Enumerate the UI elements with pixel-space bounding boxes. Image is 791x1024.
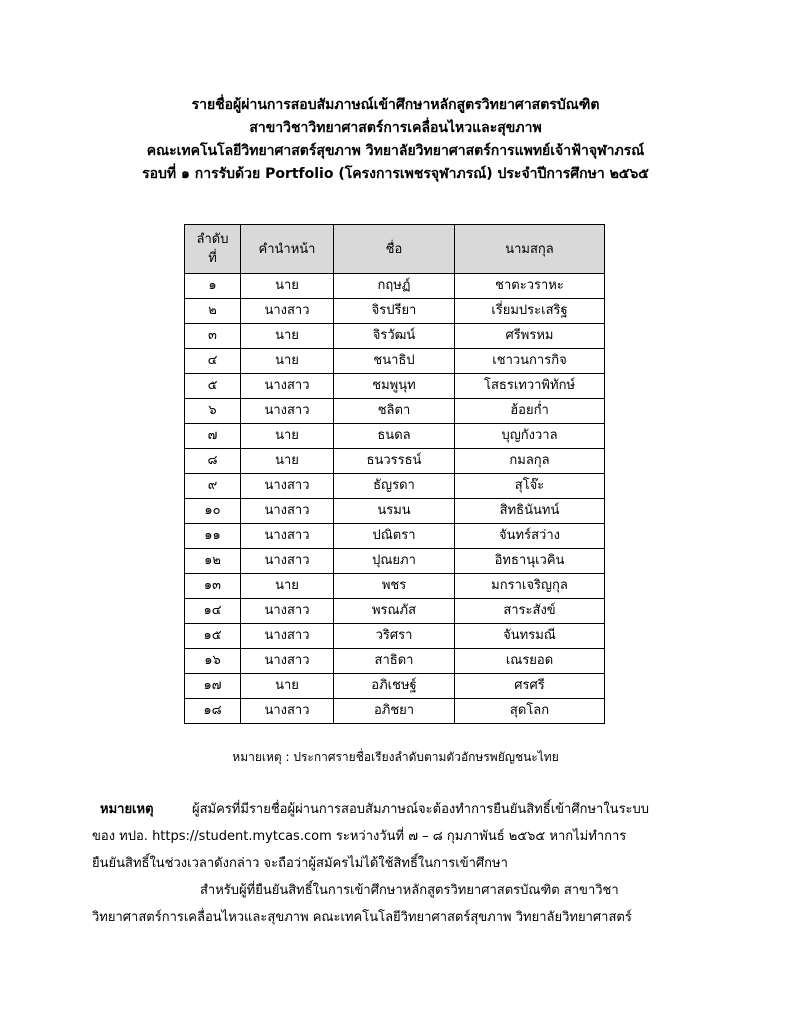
table-row [185, 624, 605, 649]
row-order: ๑๔ [185, 599, 241, 624]
row-firstname: ปุณยภา [334, 549, 455, 574]
header-program: สาขาวิชาวิทยาศาสตร์การเคลื่อนไหวและสุขภาพ [249, 120, 542, 136]
row-prefix: นางสาว [241, 649, 334, 674]
remark-line-4: สำหรับผู้ที่ยืนยันสิทธิ์ในการเข้าศึกษาหลักสูตรวิทยาศาสตรบัณฑิต สาขาวิชา [200, 883, 619, 898]
row-order: ๑๒ [185, 549, 241, 574]
row-prefix: นางสาว [241, 524, 334, 549]
row-firstname: ชนาธิป [334, 349, 455, 374]
row-lastname: อิทธานุเวคิน [455, 549, 605, 574]
row-firstname: ธนวรรธน์ [334, 449, 455, 474]
row-order: ๑ [185, 274, 241, 299]
remark-line-2: ของ ทปอ. https://student.mytcas.com ระหว่างวันที่ ๗ – ๘ กุมภาพันธ์ ๒๕๖๕ หากไม่ทำการ [92, 829, 627, 844]
row-lastname: กมลกุล [455, 449, 605, 474]
row-firstname: กฤษฏ์ [334, 274, 455, 299]
header-order [185, 225, 241, 274]
row-lastname: สุโจ๊ะ [455, 474, 605, 499]
row-order: ๑๗ [185, 674, 241, 699]
table-row [185, 399, 605, 424]
row-lastname: สาระสังข์ [455, 599, 605, 624]
table-row [185, 499, 605, 524]
table-row [185, 449, 605, 474]
row-order: ๑๑ [185, 524, 241, 549]
table-row [185, 524, 605, 549]
remark-line-1: ผู้สมัครที่มีรายชื่อผู้ผ่านการสอบสัมภาษณ์จะต้องทำการยืนยันสิทธิ์เข้าศึกษาในระบบ [192, 802, 650, 817]
header-round: รอบที่ ๑ การรับด้วย Portfolio (โครงการเพชรจุฬาภรณ์) ประจำปีการศึกษา ๒๕๖๕ [142, 166, 649, 182]
row-order: ๒ [185, 299, 241, 324]
row-lastname: ชาตะวราหะ [455, 274, 605, 299]
row-prefix: นาย [241, 574, 334, 599]
row-firstname: ธัญรดา [334, 474, 455, 499]
row-firstname: วริศรา [334, 624, 455, 649]
row-lastname: สุดโลก [455, 699, 605, 724]
table-row [185, 599, 605, 624]
row-firstname: พชร [334, 574, 455, 599]
row-prefix: นางสาว [241, 499, 334, 524]
table-note: หมายเหตุ : ประกาศรายชื่อเรียงลำดับตามตัวอักษรพยัญชนะไทย [232, 750, 559, 764]
row-order: ๑๐ [185, 499, 241, 524]
row-prefix: นาย [241, 674, 334, 699]
row-lastname: มกราเจริญกุล [455, 574, 605, 599]
row-order: ๓ [185, 324, 241, 349]
row-firstname: นรมน [334, 499, 455, 524]
row-order: ๑๓ [185, 574, 241, 599]
row-lastname: เชาวนการกิจ [455, 349, 605, 374]
row-prefix: นาย [241, 324, 334, 349]
row-order: ๘ [185, 449, 241, 474]
remark-label: หมายเหตุ [100, 802, 154, 817]
table-header-row [185, 225, 605, 274]
row-firstname: ชลิตา [334, 399, 455, 424]
row-prefix: นาย [241, 274, 334, 299]
row-prefix: นางสาว [241, 599, 334, 624]
table-row [185, 424, 605, 449]
table-row [185, 474, 605, 499]
header-order-label: ลำดับที่ [196, 232, 229, 266]
table-row [185, 349, 605, 374]
row-prefix: นาย [241, 449, 334, 474]
row-prefix: นาย [241, 424, 334, 449]
row-prefix: นางสาว [241, 299, 334, 324]
header-title: รายชื่อผู้ผ่านการสอบสัมภาษณ์เข้าศึกษาหลักสูตรวิทยาศาสตรบัณฑิต [191, 97, 600, 113]
row-prefix: นางสาว [241, 549, 334, 574]
row-order: ๙ [185, 474, 241, 499]
row-firstname: อภิชยา [334, 699, 455, 724]
table-row [185, 549, 605, 574]
row-prefix: นางสาว [241, 399, 334, 424]
row-order: ๖ [185, 399, 241, 424]
row-prefix: นางสาว [241, 624, 334, 649]
row-lastname: เรี่ยมประเสริฐ [455, 299, 605, 324]
remark-line-3: ยืนยันสิทธิ์ในช่วงเวลาดังกล่าว จะถือว่าผู้สมัครไม่ได้ใช้สิทธิ์ในการเข้าศึกษา [92, 856, 508, 871]
row-lastname: โสธรเทวาพิทักษ์ [455, 374, 605, 399]
row-firstname: จิรวัฒน์ [334, 324, 455, 349]
table-row [185, 299, 605, 324]
row-lastname: ศรีพรหม [455, 324, 605, 349]
row-prefix: นางสาว [241, 474, 334, 499]
row-order: ๕ [185, 374, 241, 399]
row-order: ๑๘ [185, 699, 241, 724]
header-prefix: คำนำหน้า [241, 225, 334, 274]
row-lastname: ศรศรี [455, 674, 605, 699]
remark-section [92, 796, 704, 931]
row-prefix: นางสาว [241, 699, 334, 724]
row-firstname: ธนดล [334, 424, 455, 449]
row-lastname: จันทร์สว่าง [455, 524, 605, 549]
row-lastname: จันทรมณี [455, 624, 605, 649]
table-body [185, 274, 605, 724]
table-row [185, 649, 605, 674]
row-lastname: บุญกังวาล [455, 424, 605, 449]
table-row [185, 699, 605, 724]
table-row [185, 274, 605, 299]
row-firstname: อภิเชษฐ์ [334, 674, 455, 699]
candidate-table [184, 224, 605, 724]
row-prefix: นาย [241, 349, 334, 374]
row-lastname: เณรยอด [455, 649, 605, 674]
row-firstname: พรณภัส [334, 599, 455, 624]
table-row [185, 324, 605, 349]
header-faculty: คณะเทคโนโลยีวิทยาศาสตร์สุขภาพ วิทยาลัยวิทยาศาสตร์การแพทย์เจ้าฟ้าจุฬาภรณ์ [146, 143, 645, 159]
row-order: ๗ [185, 424, 241, 449]
row-order: ๑๕ [185, 624, 241, 649]
remark-line-5: วิทยาศาสตร์การเคลื่อนไหวและสุขภาพ คณะเทคโนโลยีวิทยาศาสตร์สุขภาพ วิทยาลัยวิทยาศาสตร์ [92, 910, 632, 925]
row-prefix: นางสาว [241, 374, 334, 399]
table-row [185, 674, 605, 699]
row-order: ๔ [185, 349, 241, 374]
table-row [185, 574, 605, 599]
header-lastname: นามสกุล [455, 225, 605, 274]
row-firstname: ปณิตรา [334, 524, 455, 549]
header-firstname: ชื่อ [334, 225, 455, 274]
row-firstname: ชมพูนุท [334, 374, 455, 399]
row-lastname: สิทธินันทน์ [455, 499, 605, 524]
row-firstname: จิรปรียา [334, 299, 455, 324]
document-header [0, 94, 791, 186]
table-row [185, 374, 605, 399]
row-firstname: สาธิดา [334, 649, 455, 674]
row-lastname: ฮ้อยก่ำ [455, 399, 605, 424]
row-order: ๑๖ [185, 649, 241, 674]
